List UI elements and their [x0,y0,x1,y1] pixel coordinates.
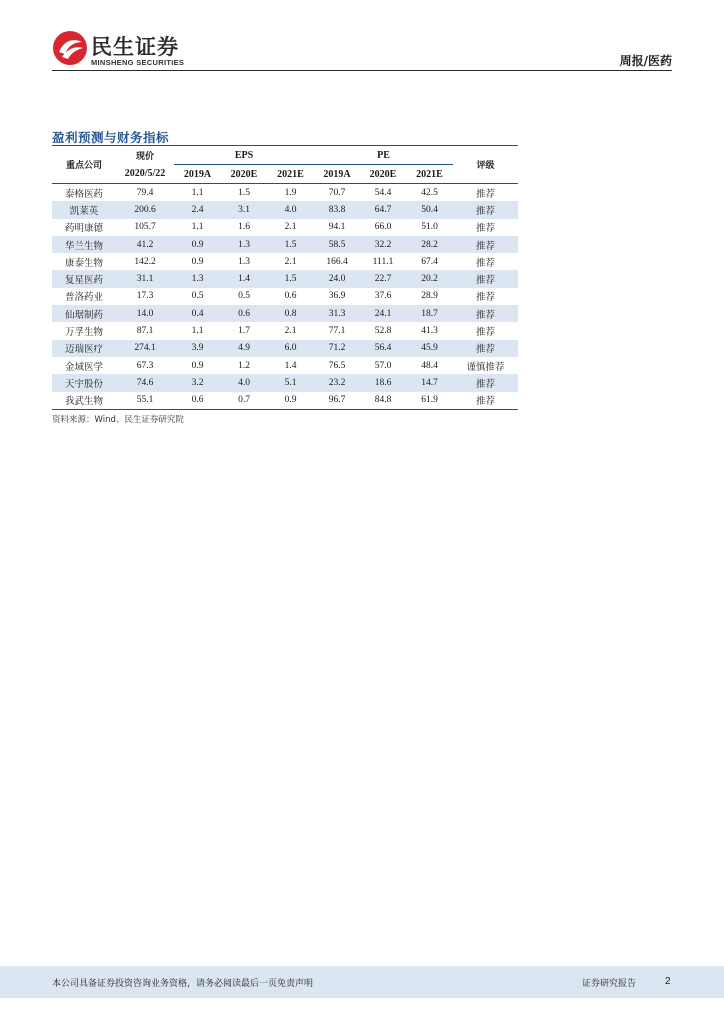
cell-eps-2020e: 3.1 [238,204,250,215]
cell-pe-2019a: 96.7 [328,395,346,406]
header-eps-2019a: 2019A [183,168,212,180]
cell-price: 41.2 [136,239,154,250]
page-header [0,0,724,80]
cell-pe-2019a: 77.1 [328,326,346,337]
source-note: 资料来源：Wind、民生证券研究院 [52,415,184,425]
cell-pe-2021e: 20.2 [421,274,438,285]
cell-eps-2021e: 2.1 [284,256,297,267]
cell-pe-2021e: 48.4 [421,360,438,371]
cell-price: 14.0 [136,308,154,319]
cell-pe-2021e: 41.3 [421,326,438,337]
cell-eps-2021e: 2.1 [284,222,297,233]
cell-rating: 推荐 [475,188,495,200]
cell-company: 金域医学 [64,361,103,373]
header-price-date: 2020/5/22 [124,168,166,180]
cell-eps-2020e: 1.4 [238,274,250,285]
cell-pe-2020e: 37.6 [374,291,392,302]
cell-eps-2021e: 4.0 [284,204,297,215]
cell-eps-2021e: 0.9 [284,395,297,406]
cell-eps-2019a: 1.1 [191,187,204,198]
cell-company: 复星医药 [64,275,103,287]
table-row [52,236,518,253]
cell-price: 105.7 [134,222,156,233]
cell-eps-2020e: 1.3 [238,239,250,250]
cell-eps-2019a: 1.1 [191,326,204,337]
cell-pe-2020e: 54.4 [374,187,392,198]
header-pe-2019a: 2019A [323,168,351,180]
cell-eps-2019a: 1.3 [191,274,204,285]
cell-pe-2021e: 45.9 [421,343,438,354]
cell-rating: 推荐 [475,309,495,321]
header-rating: 评级 [476,161,495,171]
cell-pe-2021e: 28.2 [421,239,438,250]
cell-company: 万孚生物 [64,327,103,339]
cell-eps-2020e: 0.7 [238,395,250,406]
cell-eps-2021e: 0.8 [284,308,297,319]
cell-eps-2019a: 2.4 [191,204,204,215]
cell-eps-2021e: 6.0 [284,343,297,354]
header-pe-2020e: 2020E [369,168,397,180]
cell-eps-2021e: 2.1 [284,326,297,337]
cell-company: 普洛药业 [64,292,103,304]
cell-rating: 推荐 [475,257,495,269]
cell-pe-2019a: 71.2 [328,343,346,354]
cell-pe-2019a: 36.9 [328,291,346,302]
cell-price: 74.6 [136,377,154,388]
cell-rating: 推荐 [475,275,495,287]
header-eps-group: EPS [174,146,314,165]
header-pe-group: PE [314,146,453,165]
report-category: 周报/医药 [619,54,672,68]
cell-eps-2019a: 0.6 [191,395,204,406]
cell-rating: 推荐 [475,396,495,408]
logo-english-name: MINSHENG SECURITIES [91,58,185,67]
cell-rating: 推荐 [475,240,495,252]
cell-eps-2020e: 4.0 [238,377,250,388]
cell-eps-2021e: 1.5 [284,239,297,250]
table-row [52,219,518,236]
cell-price: 55.1 [136,395,154,406]
cell-price: 17.3 [136,291,154,302]
cell-pe-2020e: 22.7 [374,274,392,285]
cell-price: 87.1 [136,326,154,337]
cell-pe-2019a: 24.0 [328,274,346,285]
logo-chinese-name: 民生证券 [91,35,179,59]
cell-eps-2021e: 5.1 [284,377,297,388]
cell-rating: 推荐 [475,223,495,235]
cell-pe-2020e: 18.6 [374,377,392,388]
header-divider [52,70,672,71]
cell-pe-2019a: 166.4 [326,256,348,267]
table-row [52,305,518,322]
cell-eps-2020e: 1.3 [238,256,250,267]
cell-eps-2020e: 0.5 [238,291,250,302]
cell-price: 67.3 [136,360,154,371]
cell-eps-2021e: 1.5 [284,274,297,285]
cell-company: 康泰生物 [64,257,103,269]
cell-pe-2019a: 83.8 [328,204,346,215]
cell-eps-2021e: 1.4 [284,360,297,371]
cell-pe-2019a: 31.3 [328,308,346,319]
cell-eps-2019a: 3.9 [191,343,204,354]
header-pe-2021e: 2021E [416,168,443,180]
cell-eps-2020e: 1.5 [238,187,250,198]
cell-pe-2021e: 51.0 [421,222,438,233]
cell-pe-2019a: 23.2 [328,377,346,388]
section-title: 盈利预测与财务指标 [52,130,170,145]
cell-rating: 推荐 [475,327,495,339]
cell-pe-2020e: 84.8 [374,395,392,406]
financial-forecast-table [52,145,518,410]
cell-company: 凯莱英 [69,205,99,217]
cell-pe-2020e: 52.8 [374,326,392,337]
cell-price: 79.4 [136,187,154,198]
cell-eps-2020e: 0.6 [238,308,250,319]
cell-rating: 推荐 [475,344,495,356]
cell-pe-2020e: 24.1 [374,308,392,319]
header-eps-2021e: 2021E [277,168,304,180]
table-row [52,270,518,287]
cell-eps-2020e: 4.9 [238,343,250,354]
cell-eps-2021e: 1.9 [284,187,297,198]
table-row [52,392,518,410]
table-row [52,288,518,305]
cell-price: 200.6 [134,204,156,215]
cell-company: 迈瑞医疗 [64,344,103,356]
table-row [52,322,518,339]
cell-eps-2019a: 0.9 [191,360,204,371]
cell-company: 仙琚制药 [64,309,103,321]
cell-eps-2020e: 1.6 [238,222,250,233]
cell-pe-2020e: 32.2 [374,239,392,250]
cell-eps-2019a: 0.5 [191,291,204,302]
cell-pe-2019a: 58.5 [328,239,346,250]
cell-eps-2021e: 0.6 [284,291,297,302]
cell-eps-2020e: 1.7 [238,326,250,337]
header-eps-2020e: 2020E [230,168,258,180]
cell-company: 泰格医药 [64,188,103,200]
cell-price: 142.2 [134,256,156,267]
footer-doc-type: 证券研究报告 [582,979,637,989]
cell-eps-2019a: 1.1 [191,222,204,233]
table-row [52,374,518,391]
cell-pe-2020e: 56.4 [374,343,392,354]
cell-price: 274.1 [134,343,156,354]
cell-eps-2019a: 0.4 [191,308,204,319]
header-price: 现价 [135,151,154,162]
table-row [52,253,518,270]
cell-pe-2019a: 70.7 [328,187,346,198]
cell-pe-2021e: 61.9 [421,395,438,406]
cell-rating: 谨慎推荐 [466,361,505,373]
cell-pe-2020e: 66.0 [374,222,392,233]
cell-pe-2021e: 67.4 [421,256,438,267]
table-row [52,340,518,357]
cell-eps-2019a: 0.9 [191,256,204,267]
header-company: 重点公司 [65,161,102,171]
cell-pe-2021e: 18.7 [421,308,438,319]
page-number: 2 [665,976,671,987]
cell-price: 31.1 [136,274,154,285]
minsheng-logo-icon [52,30,88,66]
table-row [52,184,518,202]
table-row [52,201,518,218]
cell-pe-2021e: 14.7 [421,377,438,388]
cell-pe-2021e: 28.9 [421,291,438,302]
cell-pe-2020e: 111.1 [372,256,394,267]
cell-rating: 推荐 [475,292,495,304]
cell-rating: 推荐 [475,205,495,217]
cell-pe-2021e: 42.5 [421,187,438,198]
cell-company: 华兰生物 [64,240,103,252]
cell-pe-2019a: 76.5 [328,360,346,371]
table-row [52,357,518,374]
footer-disclaimer: 本公司具备证券投资咨询业务资格，请务必阅读最后一页免责声明 [52,979,314,989]
cell-rating: 推荐 [475,378,495,390]
cell-company: 天宇股份 [64,378,103,390]
cell-company: 我武生物 [64,396,103,408]
cell-pe-2020e: 57.0 [374,360,392,371]
cell-pe-2020e: 64.7 [374,204,392,215]
cell-eps-2019a: 0.9 [191,239,204,250]
cell-company: 药明康德 [64,223,103,235]
cell-pe-2021e: 50.4 [421,204,438,215]
cell-eps-2019a: 3.2 [191,377,204,388]
cell-eps-2020e: 1.2 [238,360,250,371]
cell-pe-2019a: 94.1 [328,222,346,233]
